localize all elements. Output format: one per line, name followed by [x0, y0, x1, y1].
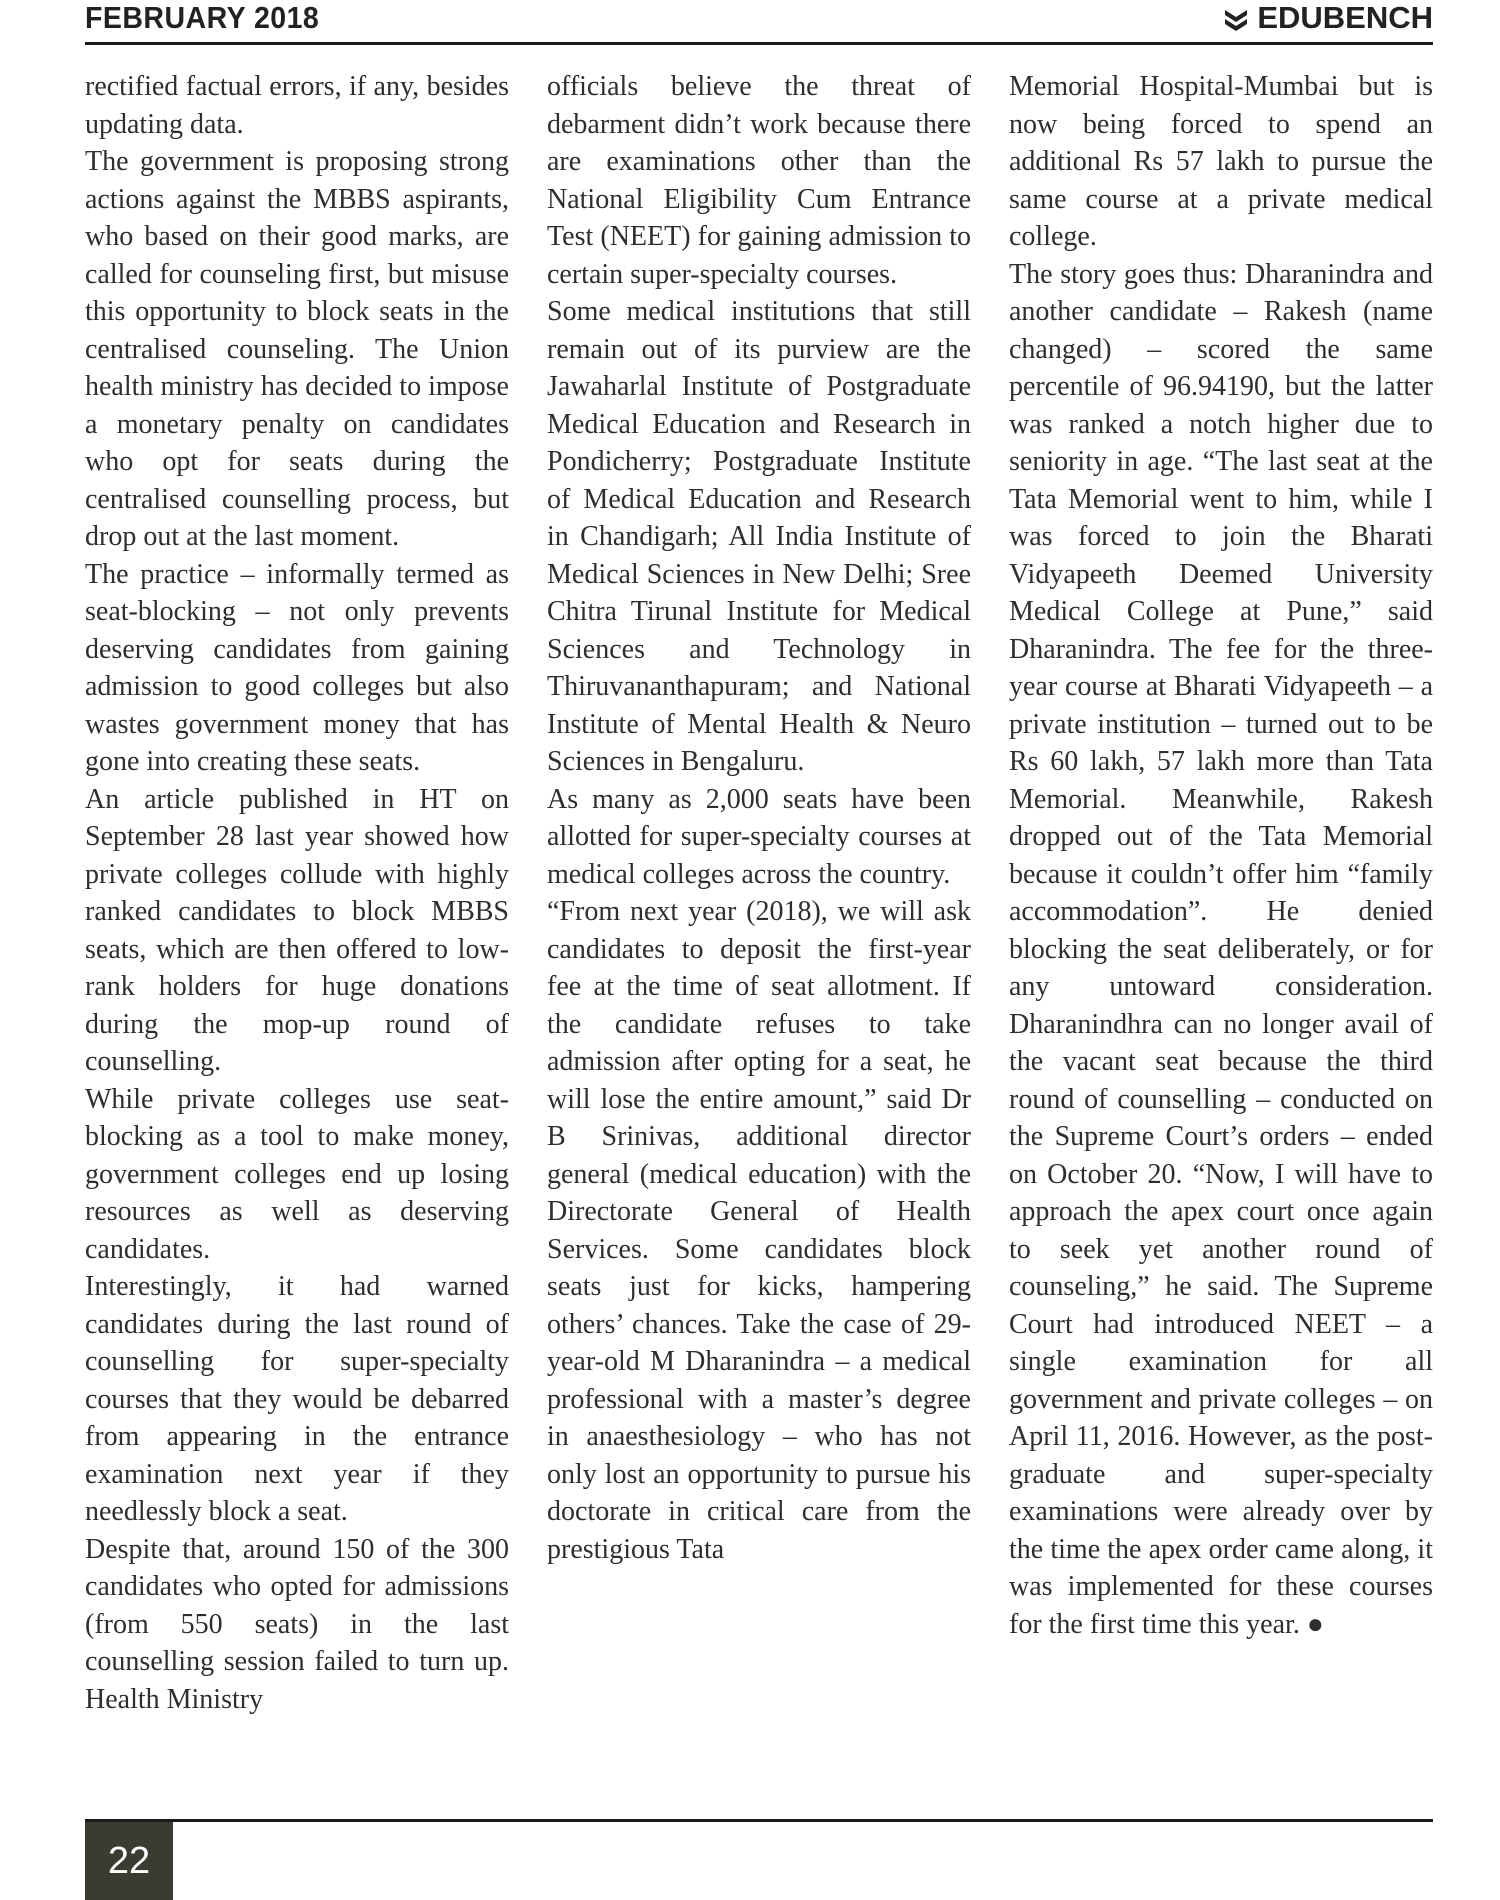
article-body: [85, 68, 1433, 1798]
paragraph: Despite that, around 150 of the 300 candidates who opted for admissions (from 550 seats) in the last counselling session failed to turn up. Health Ministry: [85, 1533, 509, 1715]
footer-divider: [85, 1819, 1433, 1822]
article-column-1: [85, 68, 509, 1798]
paragraph: Some medical institutions that still remain out of its purview are the Jawaharlal Institute of Postgraduate Medical Education and Research in Pondicherry; Postgraduate Institute of Medical Education and Research in Chandigarh; All India Institute of Medical Sciences in New Delhi; Sree Chitra Tirunal Institute for Medical Sciences and Technology in Thiruvananthapuram; and National Institute of Mental Health & Neuro Sciences in Bengaluru.: [547, 296, 971, 777]
paragraph: Interestingly, it had warned candidates during the last round of counselling for super-specialty courses that they would be debarred from appearing in the entrance examination next year if they needlessly block a seat.: [85, 1271, 509, 1527]
article-column-2: [547, 68, 971, 1798]
paragraph: “From next year (2018), we will ask candidates to deposit the first-year fee at the time of seat allotment. If the candidate refuses to take admission after opting for a seat, he will lose the entire amount,” said Dr B Srinivas, additional director general (medical education) with the Directorate General of Health Services. Some candidates block seats just for kicks, hampering others’ chances. Take the case of 29-year-old M Dharanindra – a medical professional with a master’s degree in anaesthesiology – who has not only lost an opportunity to pursue his doctorate in critical care from the prestigious Tata: [547, 896, 971, 1565]
paragraph: rectified factual errors, if any, besides updating data.: [85, 71, 509, 140]
paragraph: Memorial Hospital-Mumbai but is now being forced to spend an additional Rs 57 lakh to pursue the same course at a private medical college.: [1009, 71, 1433, 252]
page-header: [85, 0, 1433, 45]
paragraph: The practice – informally termed as seat-blocking – not only prevents deserving candidates from gaining admission to good colleges but also wastes government money that has gone into creating these seats.: [85, 558, 509, 777]
page-number: 22: [85, 1822, 173, 1900]
brand-name: EDUBENCH: [1257, 0, 1433, 35]
paragraph: The story goes thus: Dharanindra and another candidate – Rakesh (name changed) – scored the same percentile of 96.94190, but the latter was ranked a notch higher due to seniority in age. “The last seat at the Tata Memorial went to him, while I was forced to join the Bharati Vidyapeeth Deemed University Medical College at Pune,” said Dharanindra. The fee for the three-year course at Bharati Vidyapeeth – a private institution – turned out to be Rs 60 lakh, 57 lakh more than Tata Memorial. Meanwhile, Rakesh dropped out of the Tata Memorial because it couldn’t offer him “family accommodation”. He denied blocking the seat deliberately, or for any untoward consideration. Dharanindhra can no longer avail of the vacant seat because the third round of counselling – conducted on the Supreme Court’s orders – ended on October 20. “Now, I will have to approach the apex court once again to seek yet another round of counseling,” he said. The Supreme Court had introduced NEET – a single examination for all government and private colleges – on April 11, 2016. However, as the post-graduate and super-specialty examinations were already over by the time the apex order came along, it was implemented for these courses for the first time this year. ●: [1009, 258, 1433, 1640]
paragraph: As many as 2,000 seats have been allotted for super-specialty courses at medical colleges across the country.: [547, 783, 971, 890]
paragraph: While private colleges use seat-blocking as a tool to make money, government colleges end up losing resources as well as deserving candidates.: [85, 1083, 509, 1265]
brand: [1223, 0, 1433, 36]
paragraph: An article published in HT on September 28 last year showed how private colleges collude with highly ranked candidates to block MBBS seats, which are then offered to low-rank holders for huge donations during the mop-up round of counselling.: [85, 783, 509, 1077]
article-column-3: [1009, 68, 1433, 1798]
paragraph: officials believe the threat of debarment didn’t work because there are examinations other than the National Eligibility Cum Entrance Test (NEET) for gaining admission to certain super-specialty courses.: [547, 71, 971, 290]
chevron-down-icon: [1223, 5, 1249, 31]
paragraph: The government is proposing strong actions against the MBBS aspirants, who based on their good marks, are called for counseling first, but misuse this opportunity to block seats in the centralised counseling. The Union health ministry has decided to impose a monetary penalty on candidates who opt for seats during the centralised counselling process, but drop out at the last moment.: [85, 146, 509, 552]
issue-date: FEBRUARY 2018: [85, 0, 320, 35]
